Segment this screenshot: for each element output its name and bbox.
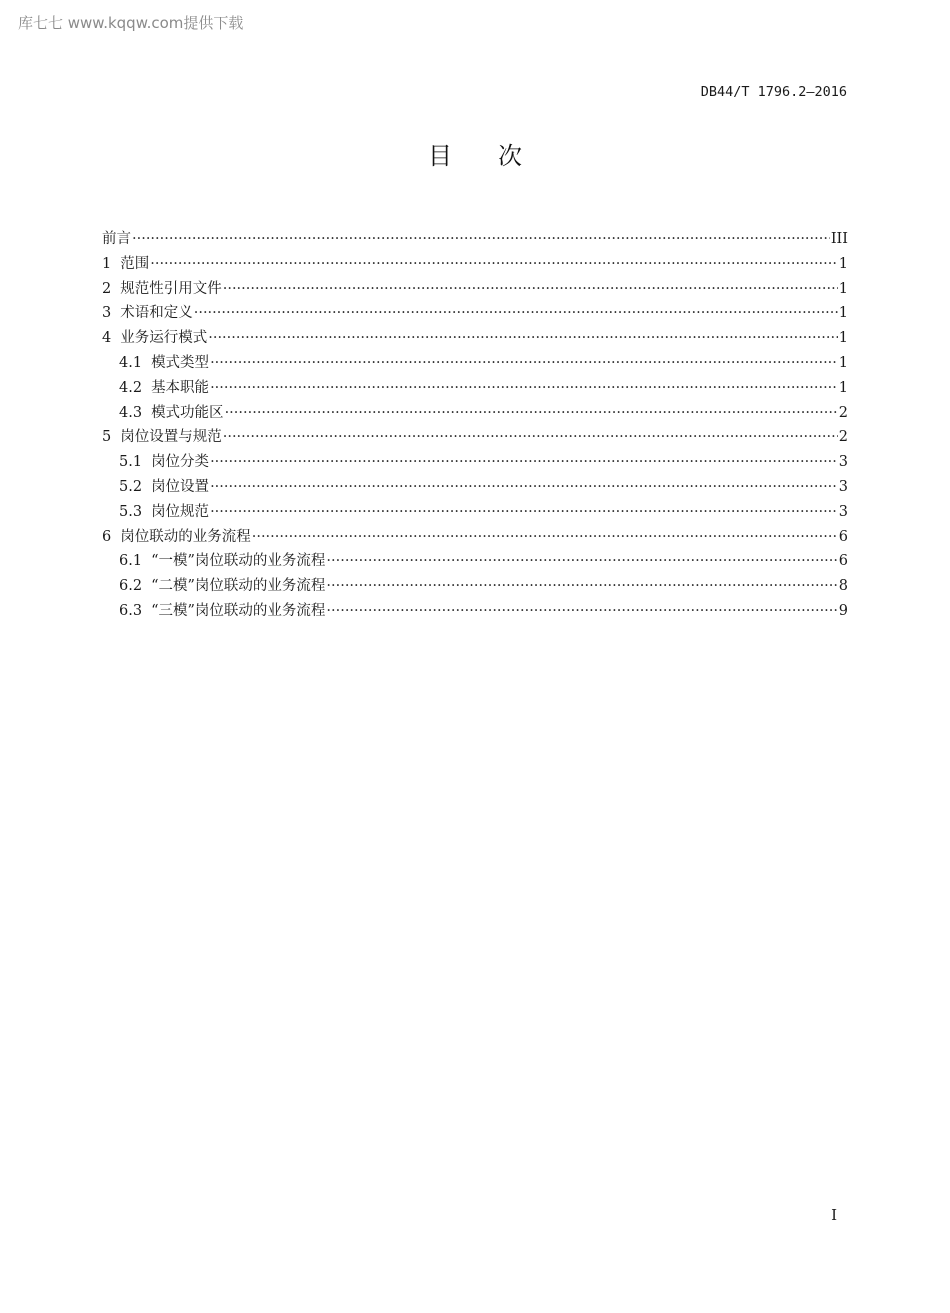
toc-leader-dots	[210, 450, 838, 475]
toc-entry[interactable]	[102, 401, 848, 426]
toc-entry-label: “一模”岗位联动的业务流程	[151, 553, 326, 570]
document-code: DB44/T 1796.2—2016	[700, 84, 847, 100]
toc-entry-number: 3	[102, 305, 112, 322]
toc-entry-label: 业务运行模式	[120, 330, 208, 347]
toc-entry[interactable]	[102, 301, 848, 326]
toc-entry[interactable]	[102, 227, 848, 252]
toc-entry-page: 1	[838, 305, 848, 322]
toc-entry[interactable]	[102, 525, 848, 550]
toc-entry-number: 6	[102, 528, 112, 545]
toc-entry-label: 岗位联动的业务流程	[120, 528, 251, 545]
toc-entry[interactable]	[102, 425, 848, 450]
toc-leader-dots	[223, 277, 838, 302]
toc-entry-page: 3	[838, 478, 848, 495]
toc-entry-page: III	[830, 231, 848, 247]
toc-entry-label: 术语和定义	[120, 305, 193, 322]
toc-entry[interactable]	[102, 599, 848, 624]
toc-entry-page: 9	[838, 602, 848, 619]
toc-entry[interactable]	[102, 475, 848, 500]
toc-entry[interactable]	[102, 252, 848, 277]
toc-entry-page: 6	[838, 553, 848, 570]
toc-entry-page: 1	[838, 255, 848, 272]
toc-leader-dots	[225, 401, 838, 426]
toc-leader-dots	[210, 376, 838, 401]
toc-entry-label: 基本职能	[151, 379, 210, 396]
page-number: I	[831, 1206, 837, 1224]
toc-entry[interactable]	[102, 500, 848, 525]
toc-entry[interactable]	[102, 376, 848, 401]
toc-entry-number: 4.3	[119, 404, 143, 421]
toc-entry-label: 前言	[102, 231, 131, 247]
toc-leader-dots	[223, 425, 838, 450]
toc-entry[interactable]	[102, 351, 848, 376]
toc-entry-number: 6.3	[119, 602, 143, 619]
toc-entry-label: “三模”岗位联动的业务流程	[151, 602, 326, 619]
table-of-contents	[102, 227, 848, 624]
toc-leader-dots	[210, 475, 838, 500]
toc-leader-dots	[210, 500, 838, 525]
toc-leader-dots	[326, 599, 837, 624]
toc-entry-label: 岗位分类	[151, 454, 210, 471]
toc-leader-dots	[252, 525, 838, 550]
toc-entry-page: 2	[838, 429, 848, 446]
toc-leader-dots	[210, 351, 838, 376]
toc-entry-label: 岗位设置	[151, 478, 210, 495]
toc-entry-number: 2	[102, 280, 112, 297]
toc-entry-page: 3	[838, 503, 848, 520]
toc-entry-page: 1	[838, 280, 848, 297]
toc-entry-label: 范围	[120, 255, 150, 272]
toc-entry-page: 1	[838, 379, 848, 396]
toc-entry-number: 4.2	[119, 379, 143, 396]
toc-leader-dots	[150, 252, 838, 277]
toc-entry-number: 1	[102, 255, 112, 272]
toc-entry-number: 6.1	[119, 553, 143, 570]
toc-leader-dots	[326, 574, 837, 599]
toc-entry-page: 1	[838, 330, 848, 347]
toc-entry[interactable]	[102, 326, 848, 351]
toc-leader-dots	[194, 301, 838, 326]
toc-entry-number: 5.1	[119, 454, 143, 471]
toc-entry-number: 6.2	[119, 578, 143, 595]
page-title: 目次	[428, 142, 568, 170]
toc-entry-page: 3	[838, 454, 848, 471]
toc-entry-number: 4.1	[119, 354, 143, 371]
toc-entry-page: 2	[838, 404, 848, 421]
toc-entry-number: 4	[102, 330, 112, 347]
toc-entry-number: 5.3	[119, 503, 143, 520]
toc-entry-label: 模式功能区	[151, 404, 224, 421]
toc-entry-label: 岗位规范	[151, 503, 210, 520]
toc-entry-label: 规范性引用文件	[120, 280, 222, 297]
toc-entry-label: 模式类型	[151, 354, 210, 371]
toc-leader-dots	[326, 549, 837, 574]
toc-entry-label: “二模”岗位联动的业务流程	[151, 578, 326, 595]
toc-entry[interactable]	[102, 450, 848, 475]
toc-leader-dots	[132, 227, 830, 252]
toc-entry-page: 1	[838, 354, 848, 371]
toc-entry-number: 5	[102, 429, 112, 446]
toc-leader-dots	[208, 326, 838, 351]
toc-entry[interactable]	[102, 277, 848, 302]
toc-entry-page: 8	[838, 578, 848, 595]
toc-entry[interactable]	[102, 549, 848, 574]
watermark-text: 库七七 www.kqqw.com提供下载	[18, 14, 244, 32]
toc-entry-number: 5.2	[119, 478, 143, 495]
toc-entry[interactable]	[102, 574, 848, 599]
toc-entry-label: 岗位设置与规范	[120, 429, 222, 446]
toc-entry-page: 6	[838, 528, 848, 545]
